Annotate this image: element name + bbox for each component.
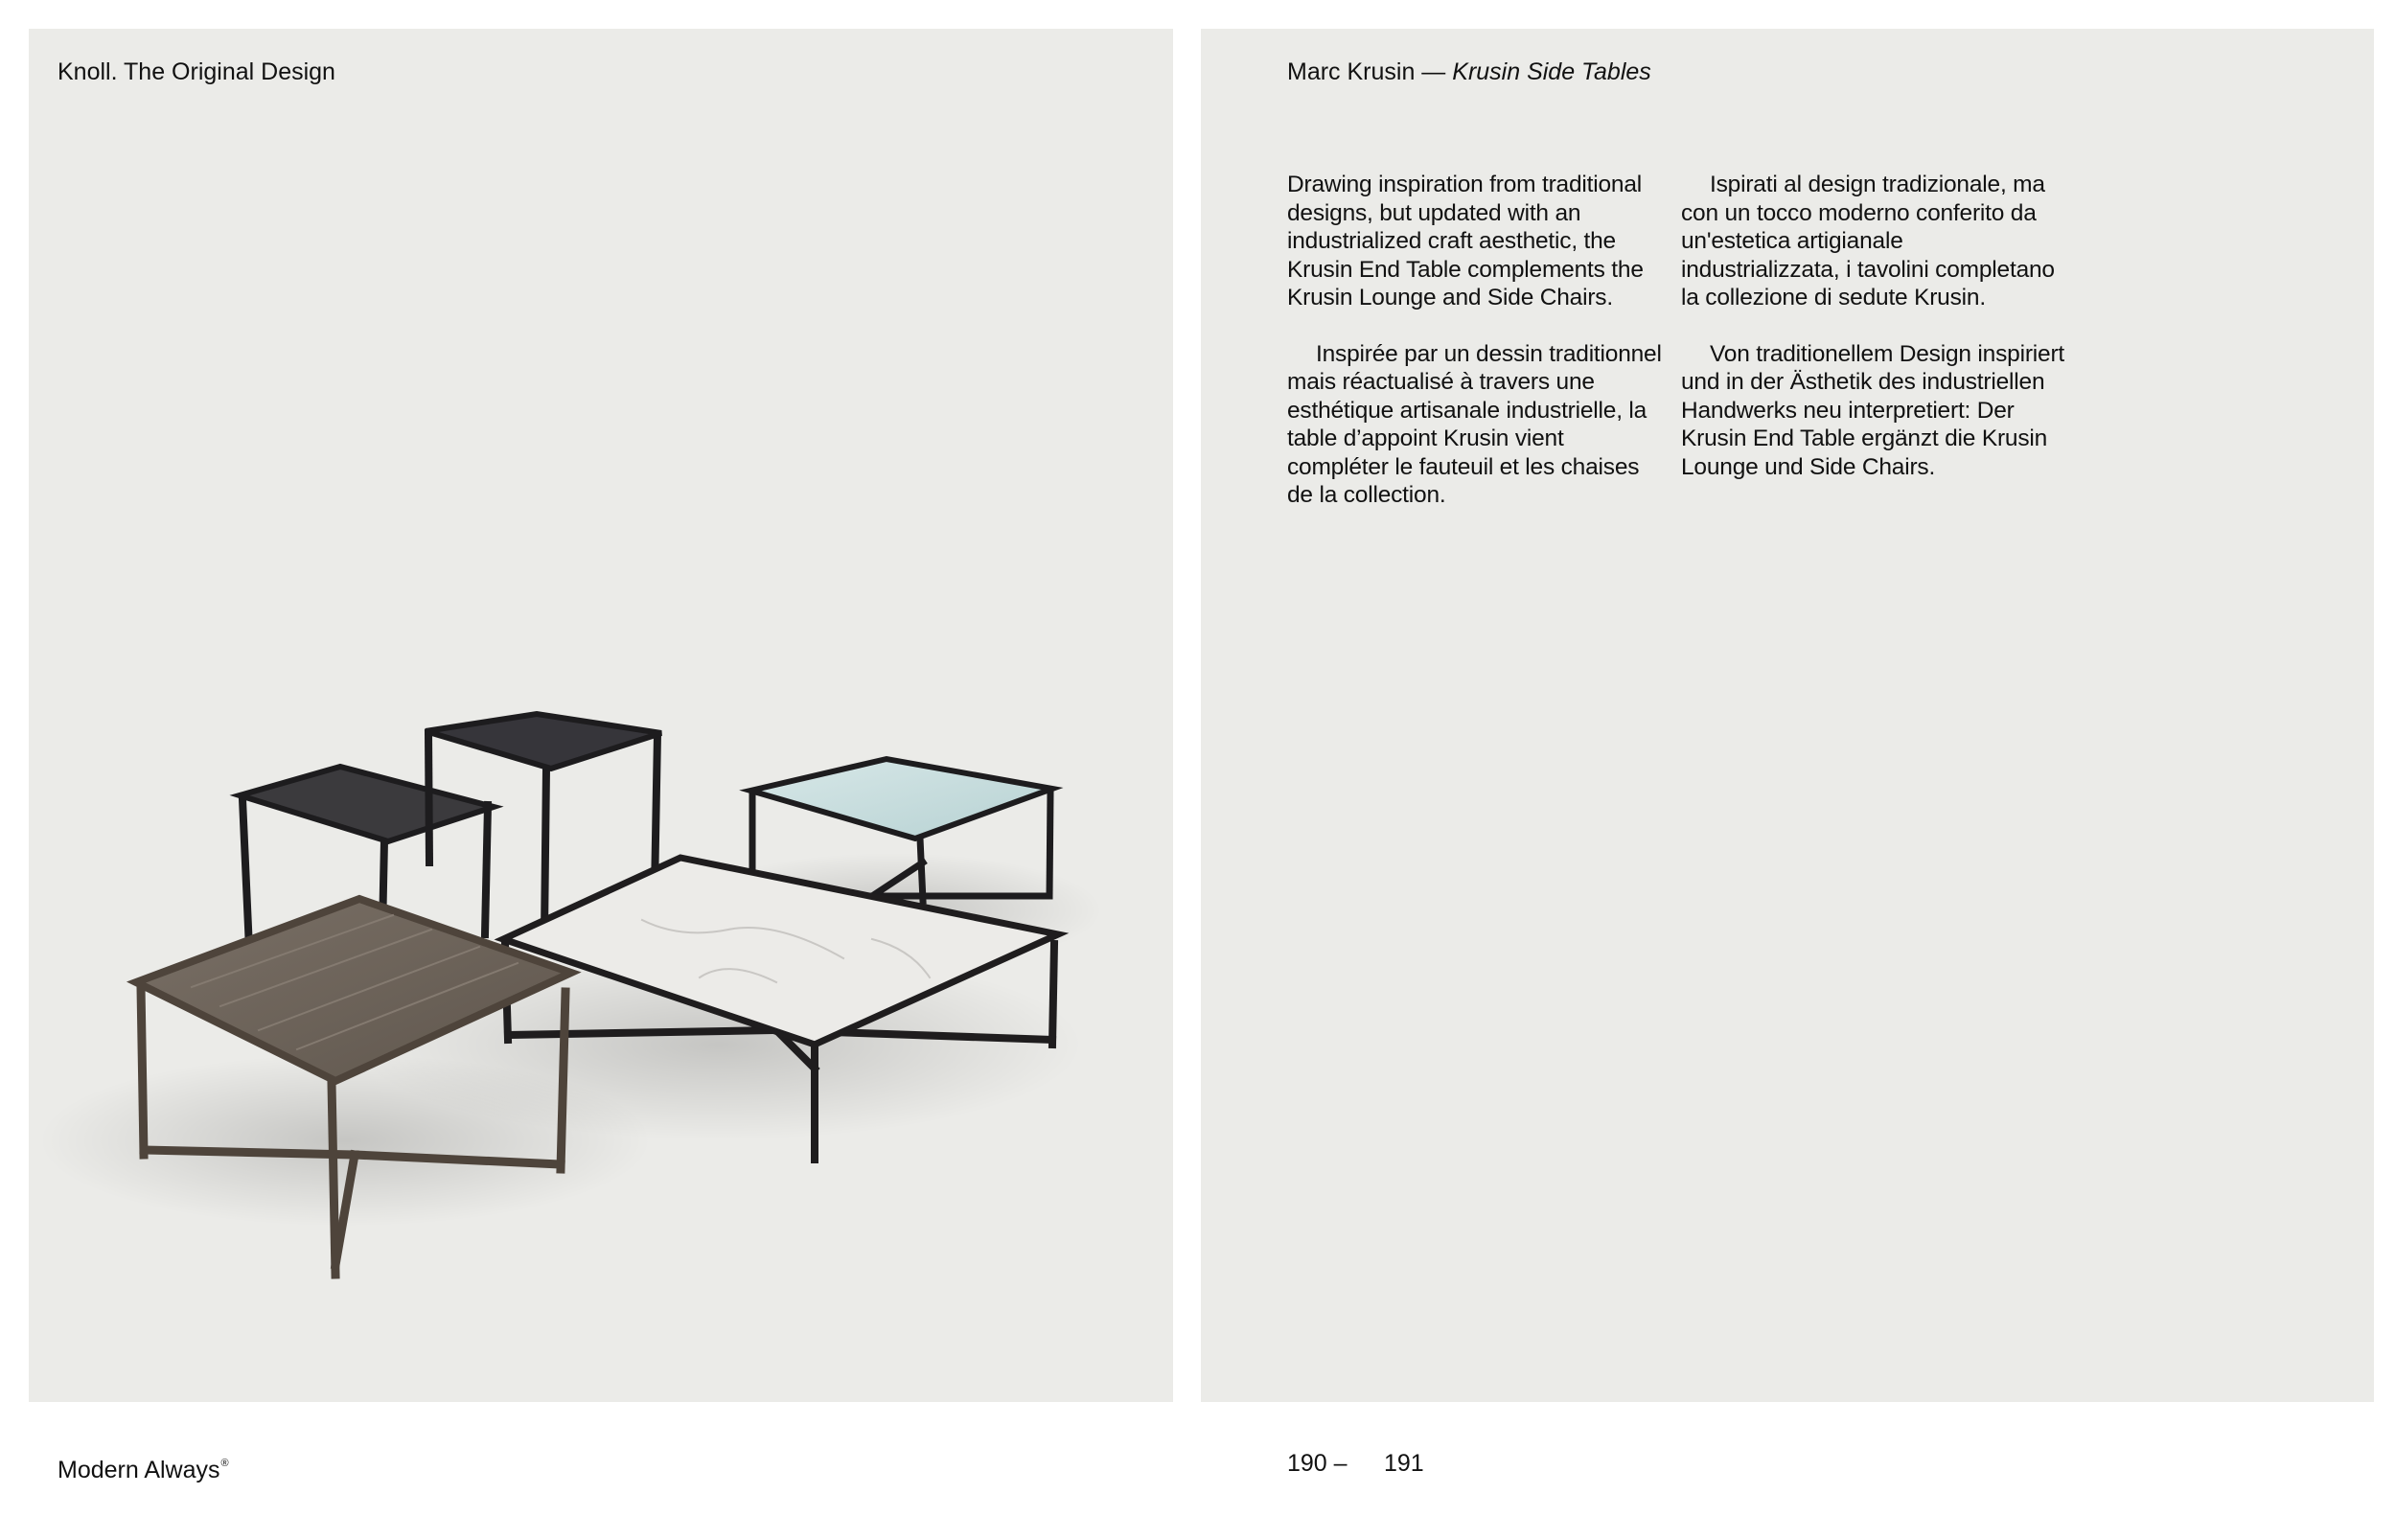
paragraph-english: Drawing inspiration from traditional designs, but updated with an industrialized craft aesthetic, the Krusin End Table complements the Krusin Lounge and Side Chairs. (1287, 172, 1644, 310)
page-number-left: 190 – (1287, 1450, 1348, 1477)
right-page-panel (1201, 29, 2374, 1402)
page-number-right: 191 (1384, 1450, 1424, 1477)
registered-mark: ® (220, 1458, 229, 1469)
text-column-left (1287, 171, 1670, 538)
designer-name: Marc Krusin — (1287, 58, 1453, 85)
running-head-right (1287, 57, 1651, 86)
product-photo-krusin-tables (29, 29, 1173, 1402)
paragraph-french: Inspirée par un dessin traditionnel mais réactualisé à travers une esthétique artisanale industrielle, la table d’appoint Krusin vient compléter le fauteuil et les chaises de la collection. (1287, 340, 1662, 508)
paragraph-italian: Ispirati al design tradizionale, ma con un tocco moderno conferito da un'estetica artigianale industrializzata, i tavolini completano la collezione di sedute Krusin. (1681, 172, 2055, 310)
product-title: Krusin Side Tables (1452, 58, 1651, 85)
publication-footer (58, 1449, 229, 1484)
left-page-panel (29, 29, 1173, 1402)
publication-title: Modern Always (58, 1457, 220, 1483)
paragraph-german: Von traditionellem Design inspiriert und in der Ästhetik des industriellen Handwerks neu interpretiert: Der Krusin End Table ergänzt die Krusin Lounge und Side Chairs. (1681, 340, 2065, 480)
running-head-left: Knoll. The Original Design (58, 58, 335, 85)
text-column-right (1681, 171, 2064, 509)
